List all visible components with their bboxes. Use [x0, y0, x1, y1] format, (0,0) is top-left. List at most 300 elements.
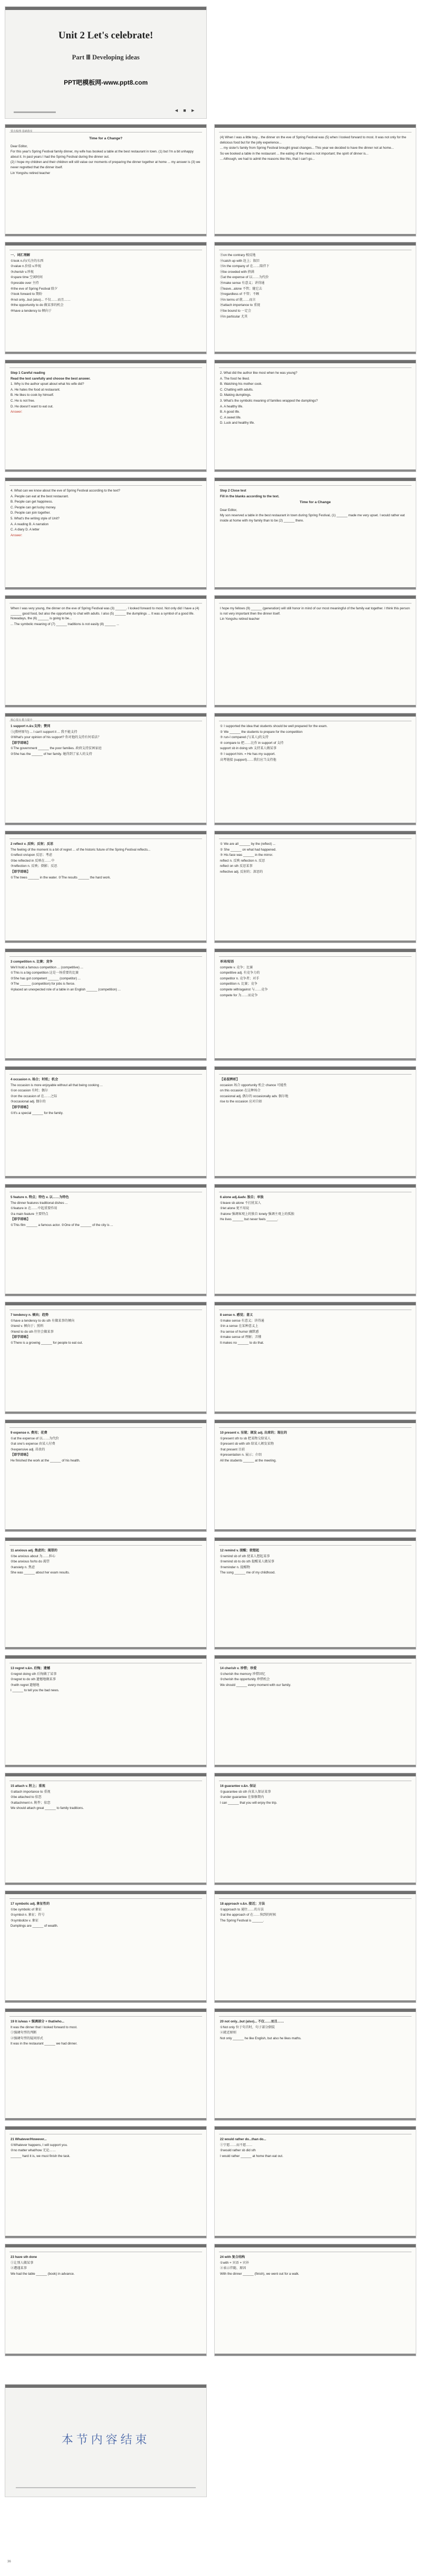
slide-content	[220, 724, 410, 821]
slide-bottom-bar	[215, 469, 416, 472]
slide-content	[11, 1666, 201, 1763]
slide-top-bar	[5, 1538, 206, 1541]
slide-text-line: C. People can get lucky money.	[11, 505, 56, 509]
slide-text-line: Not only ______ he like English, but also he likes maths.	[220, 2036, 302, 2040]
slide-top-bar	[215, 1538, 416, 1541]
slide-content	[11, 606, 201, 703]
slide-header-rule	[219, 603, 412, 604]
slide-bottom-bar	[215, 2118, 416, 2120]
slide-text-line: ⑨the opportunity to do 做某事的机会	[11, 303, 64, 308]
slide-text-line: competitive adj. 有竞争力的	[220, 971, 260, 975]
content-slide	[214, 1066, 416, 1179]
slide-top-bar	[215, 125, 416, 128]
slide-content	[220, 2255, 410, 2352]
slide-top-bar	[215, 1420, 416, 1423]
slide-text-line: ①宁愿……而不愿……	[220, 2143, 253, 2147]
slide-text-line: Read the text carefully and choose the best answer.	[11, 376, 91, 381]
slide-bottom-bar	[215, 1058, 416, 1060]
slide-top-bar	[215, 360, 416, 363]
slide-text-line: ⑲in terms of 就……而言	[220, 298, 256, 302]
slide-top-bar	[5, 1067, 206, 1070]
slide-text-line: 9 expense n. 费用；花费	[11, 1431, 47, 1435]
slide-text-line: 2. What did the author like most when he was young?	[220, 371, 297, 375]
slide-content	[220, 959, 410, 1056]
slide-text-line: ②a main feature 主要特点	[11, 1212, 48, 1216]
slide-text-line: 高考链接 (support)……我们应当支持他	[220, 758, 276, 762]
slide-top-bar	[5, 360, 206, 363]
slide-text-line: ① I supported the idea that students should be well prepared for the exam.	[220, 724, 328, 728]
slide-text-line: ② We ______ the students to prepare for the competition	[220, 730, 303, 734]
slide-text-line: ⑭be crowded with 挤满	[220, 270, 254, 274]
content-slide	[5, 831, 207, 943]
slide-text-line: ③symbolize v. 象征	[11, 1918, 39, 1923]
page-number: 36	[7, 2560, 11, 2563]
slide-text-line: I hope my fellows (9) ______ (generation) will still honor in mind of our most meaningful of the family eat together. I think this person is not very important then the dinner itself.	[220, 607, 410, 616]
slide-text-line: I would rather ______ at home than eat out.	[220, 2154, 284, 2158]
slide-bottom-bar	[215, 1765, 416, 1767]
slide-text-line: ②cherish the opportunity 珍惜机会	[220, 1678, 270, 1682]
slide-content	[11, 2255, 201, 2352]
slide-text-line: A. A healthy life.	[220, 404, 244, 408]
slide-text-line: C. A sweet life.	[220, 415, 242, 420]
slide-text-line: A. A reading B. A narration	[11, 522, 49, 526]
slide-content	[220, 1902, 410, 1998]
slide-text-line: ②at the approach of 在……快到的时候	[220, 1913, 276, 1917]
slide-text-line: ③ His face was ______ in the mirror.	[220, 853, 273, 857]
slide-text-line: Step 2 Close test	[220, 489, 246, 493]
slide-header-rule	[9, 603, 202, 604]
slide-text-line: So we booked a table in the restaurant ... the eating of the meal is not important; the spirit of dinner is...	[220, 151, 369, 156]
slide-top-bar	[5, 2244, 206, 2247]
ending-text: 本节内容结束	[61, 2433, 150, 2446]
content-slide	[5, 360, 207, 472]
slide-text-line: ③attachment n. 附件；依恋	[11, 1801, 51, 1805]
slide-text-line: B. A good life.	[220, 410, 240, 414]
slide-header-rule	[219, 956, 412, 957]
slide-text-line: ③reminder n. 提醒物	[220, 1565, 250, 1569]
slide-header-rule	[219, 485, 412, 486]
slide-content	[220, 1195, 410, 1292]
slide-text-line: 1. Why is the author upset about what his wife did?	[11, 382, 84, 386]
slide-text-line: 21 Whatever/However...	[11, 2138, 47, 2141]
slide-text-line: 24 with 复合结构	[220, 2255, 245, 2259]
slide-bottom-bar	[5, 2236, 206, 2238]
slide-content	[220, 1077, 410, 1174]
slide-bottom-bar	[215, 234, 416, 236]
slide-content	[220, 842, 410, 938]
slide-bottom-bar	[5, 823, 206, 825]
slide-top-bar	[5, 1184, 206, 1188]
slide-text-line: 一、词汇理解	[11, 253, 31, 257]
slide-top-bar	[215, 596, 416, 599]
slide-top-bar	[5, 1891, 206, 1894]
slide-text-line: ㉒in particular 尤其	[220, 314, 248, 319]
slide-content	[11, 371, 201, 467]
slide-bottom-bar	[5, 352, 206, 354]
slide-text-line: compete v. 竞争；比赛	[220, 965, 253, 969]
slide-text-line: 20 not only...but (also)... 不仅……而且……	[220, 2020, 284, 2023]
slide-bottom-bar	[5, 1412, 206, 1414]
slide-content	[11, 1077, 201, 1174]
slide-text-line: ②present sb with sth 给某人颁发某物	[220, 1442, 274, 1446]
slide-text-line: ②就近原则	[220, 2031, 236, 2035]
slide-header-rule	[9, 367, 202, 368]
slide-text-line: (2) I hope my children and their children will still value our moments of preparing the dinner together at home ... my answer is (3) we never regretted that the dinner itself.	[11, 160, 201, 169]
slide-text-line: For this year's Spring Festival family dinner, my wife has booked a table at the best restaurant in town. (1) but I'm a bit unhappy about it. In past years I had the Spring Festival during the dinner out.	[11, 150, 194, 159]
slide-text-line: ... my sister's family from Spring Festival brought great changes... This year we decided to have the dinner not at home...	[220, 146, 394, 150]
content-slide	[5, 1066, 207, 1179]
content-slide	[5, 1537, 207, 1650]
slide-bottom-bar	[215, 1647, 416, 1649]
slide-text-line: 23 have sth done	[11, 2255, 37, 2259]
slide-text-line: He finished the work at the ______ of his health.	[11, 1459, 81, 1463]
slide-text-line: on this occasion 在这种场合	[220, 1089, 261, 1093]
slide-content	[220, 2019, 410, 2116]
slide-text-line: ⑱regardless of 不管；不顾	[220, 292, 259, 297]
slide-content	[11, 1313, 201, 1409]
slide-text-line: 【即学即练】	[11, 870, 31, 874]
slide-text-line: ①This is a big competition 这是一场重要的比赛	[11, 971, 79, 975]
slide-text-line: Answer:	[11, 410, 23, 414]
slide-text-line: We'll hold a famous competition ... (competitive) ...	[11, 965, 83, 969]
slide-text-line: ⑧not only...but (also)... 不仅……而且……	[11, 298, 71, 302]
slide-header-rule	[9, 1427, 202, 1428]
slide-content	[220, 1430, 410, 1527]
slide-text-line: ①on occasion 有时；偶尔	[11, 1089, 48, 1093]
slide-text-line: 15 attach v. 附上；重视	[11, 1784, 45, 1788]
slide-text-line: 16 guarantee v.&n. 保证	[220, 1784, 256, 1788]
slide-top-bar	[5, 831, 206, 834]
slide-text-line: ⑮at the expense of 以……为代价	[220, 275, 269, 280]
slide-text-line: ①The government ______ the poor families. 政府支持贫困家庭	[11, 747, 102, 751]
content-slide	[214, 477, 416, 590]
slide-text-line: 3 competition n. 比赛；竞争	[11, 960, 53, 964]
content-slide	[5, 1302, 207, 1414]
slide-bottom-bar	[215, 823, 416, 825]
slide-text-line: Answer:	[11, 533, 23, 537]
slide-text-line: ③cherish v.珍视	[11, 270, 34, 274]
slide-text-line: ①There is a growing ______ for people to eat out.	[11, 1341, 83, 1345]
slide-top-bar	[215, 713, 416, 717]
slide-content	[11, 1548, 201, 1645]
content-slide	[5, 1419, 207, 1532]
slide-text-line: A. He hates the food at restaurant.	[11, 387, 61, 392]
content-slide	[214, 1419, 416, 1532]
slide-text-line: ③The ______ (competition) for jobs is fierce.	[11, 982, 75, 986]
slide-bottom-bar	[215, 941, 416, 943]
slide-header-rule	[219, 1545, 412, 1546]
slide-content	[220, 2137, 410, 2234]
slide-text-line: reflect on sth 反思某事	[220, 864, 253, 868]
slide-top-bar	[5, 125, 206, 128]
content-slide	[5, 1890, 207, 2003]
slide-top-bar	[215, 1302, 416, 1305]
slide-text-line: ②She has got competent ______ (competitor) ...	[11, 976, 81, 980]
slide-text-line: 12 remind v. 提醒；使想起	[220, 1549, 259, 1552]
slide-text-line: occasional adj. 偶尔的 occasionally adv. 偶尔地	[220, 1094, 288, 1098]
slide-text-line: ① We are all ______ by the (reflect) ...	[220, 842, 276, 846]
slide-text-line: ... The symbolic meaning of (7) ______ traditions is not easily (8) ______ ...	[11, 622, 119, 626]
slide-text-line: rise to the occasion 应对自如	[220, 1100, 262, 1104]
slide-text-line: 【即学即练】	[11, 741, 31, 745]
slide-text-line: It makes no ______ to do that.	[220, 1341, 264, 1345]
slide-text-line: ⑳attach importance to 重视	[220, 303, 260, 308]
slide-text-line: 【即学即练】	[11, 1453, 31, 1457]
slide-text-line: ④presentation n. 展示；介绍	[220, 1453, 262, 1457]
slide-text-line: D. Luck and healthy life.	[220, 421, 255, 425]
slide-text-line: 10 present v. 呈现；颁发 adj. 出席的；现在的	[220, 1431, 287, 1435]
slide-top-bar	[215, 2009, 416, 2012]
slide-bottom-bar	[5, 587, 206, 589]
cover-decoration	[14, 111, 56, 113]
slide-bottom-bar	[215, 587, 416, 589]
slide-text-line: ③ run-I compared (与某人)的支持	[220, 735, 269, 740]
slide-text-line: ⑫catch up with 赶上；叙旧	[220, 259, 259, 263]
slide-text-line: ①(教材原句) ... I can't support it ... 我不能支持	[11, 730, 77, 734]
slide-text-line: ①at the expense of 以……为代价	[11, 1436, 59, 1440]
slide-text-line: ①guarantee sb sth 向某人保证某事	[220, 1790, 271, 1794]
slide-text-line: ②遭遇某事	[11, 2266, 27, 2271]
slide-text-line: 22 would rather do...than do...	[220, 2138, 266, 2141]
slide-text-line: ①强调句型的判断	[11, 2031, 37, 2035]
content-slide	[214, 360, 416, 472]
slide-text-line: D. He doesn't want to eat out.	[11, 404, 54, 408]
slide-text-line: ⑪on the contrary 相反地	[220, 253, 256, 257]
slide-text-line: ①regret doing sth 后悔做了某事	[11, 1672, 57, 1676]
slide-top-bar	[5, 713, 206, 717]
slide-header-rule	[219, 1074, 412, 1075]
slide-top-bar	[215, 242, 416, 246]
slide-text-line: I ______ to tell you the bad news.	[11, 1689, 59, 1693]
slide-bottom-bar	[215, 2236, 416, 2238]
slide-text-line: ①让别人做某事	[11, 2261, 34, 2265]
content-slide	[5, 948, 207, 1061]
slide-content	[11, 959, 201, 1056]
slide-text-line: 11 anxious adj. 焦虑的；渴望的	[11, 1549, 58, 1552]
slide-text-line: 【即学即练】	[11, 1335, 31, 1340]
slide-text-line: ①feature in 在……中起重要作用	[11, 1207, 57, 1211]
slide-bottom-bar	[215, 2354, 416, 2356]
slide-text-line: The feeling of the moment is a bit of regret ... of the historic future of the Spring Festival reflects...	[11, 847, 151, 852]
slide-header-rule	[219, 2016, 412, 2017]
slide-content	[220, 1313, 410, 1409]
slide-top-bar	[5, 1773, 206, 1776]
slide-header-rule	[9, 485, 202, 486]
slide-text-line: 5 feature n. 特点；特色 v. 以……为特色	[11, 1195, 69, 1199]
slide-bottom-bar	[5, 1294, 206, 1296]
slide-text-line: We had the table ______ (book) in advance.	[11, 2272, 75, 2276]
slide-text-line: ⑥the eve of Spring Festival 除夕	[11, 287, 58, 291]
slide-bottom-bar	[215, 1883, 416, 1885]
slide-text-line: ③reflection n. 反映；倒影；反思	[11, 864, 57, 868]
slide-text-line: Step 1 Careful reading	[11, 371, 45, 375]
slide-top-bar	[5, 596, 206, 599]
slide-text-line: ②表示伴随、原因	[220, 2266, 246, 2271]
slide-content	[220, 1784, 410, 1880]
content-slide	[214, 1537, 416, 1650]
slide-top-bar	[5, 2127, 206, 2130]
slide-bottom-bar	[215, 1529, 416, 1531]
slide-bottom-bar	[215, 2000, 416, 2002]
slide-text-line: ③tend to do sth 往往会做某事	[11, 1330, 54, 1334]
slide-text-line: ①leave sb alone 不打扰某人	[220, 1201, 262, 1205]
slide-text-line: compete for 为……而竞争	[220, 993, 258, 997]
part-title: Part Ⅲ Developing ideas	[72, 54, 140, 61]
slide-content	[220, 253, 410, 350]
slide-text-line: My son reserved a table in the best restaurant in town during Spring Festival, (1) ______ made me very upset. I would rather eat inside at home with my family than to be (2) ______ there.	[220, 514, 405, 523]
slide-bottom-bar	[5, 941, 206, 943]
slide-bottom-bar	[5, 1765, 206, 1767]
slide-text-line: C. He is not free.	[11, 399, 35, 403]
content-slide	[214, 1773, 416, 1885]
slide-text-line: 5. What's the writing style of Unit?	[11, 517, 59, 521]
slide-text-line: 19 It is/was + 强调部分 + that/who...	[11, 2020, 65, 2023]
slide-top-bar	[5, 1655, 206, 1659]
slide-text-line: 【易混辨析】	[220, 1078, 240, 1081]
content-slide	[5, 242, 207, 354]
slide-text-line: ①be anxious about 为……担心	[11, 1554, 56, 1558]
slide-navigation[interactable]: ◄ ■ ►	[174, 108, 197, 113]
slide-text-line: ①look n.向/关注的东西	[11, 259, 44, 263]
slide-text-line: D. Making dumplings.	[220, 393, 252, 397]
slide-text-line: Time for a Change?	[89, 137, 123, 140]
slide-top-bar	[5, 2009, 206, 2012]
slide-bottom-bar	[5, 1529, 206, 1531]
ending-top-bar	[5, 2385, 206, 2388]
content-slide	[5, 2244, 207, 2356]
slide-text-line: reflect n. 反映 reflection n. 反思	[220, 858, 265, 863]
slide-text-line: We should attach great ______ to family traditions.	[11, 1806, 84, 1811]
slide-text-line: C. A diary D. A letter	[11, 528, 40, 532]
slide-text-line: ④spare time 空闲时间	[11, 275, 43, 280]
content-slide	[214, 2008, 416, 2121]
content-slide	[214, 2126, 416, 2238]
slide-section-tag: 核心要点·能力提升	[11, 719, 33, 722]
slide-bottom-bar	[215, 1294, 416, 1296]
slide-top-bar	[215, 1891, 416, 1894]
slide-content	[11, 135, 201, 232]
slide-text-line: ①This film ______ a famous actor. ②One of the ______ of the city is ...	[11, 1223, 113, 1228]
slide-text-line: ②no matter what/how 无论……	[11, 2149, 56, 2153]
slide-text-line: ③alone 强调客观上的独自 lonely 强调主观上的孤独	[220, 1212, 295, 1216]
slide-content	[220, 135, 410, 232]
content-slide	[214, 948, 416, 1061]
slide-text-line: ②She has the ______ of her family. 她得到了家人的支持	[11, 752, 93, 757]
slide-text-line: With the dinner ______ (finish), we went out for a walk.	[220, 2272, 299, 2276]
cover-top-bar	[5, 7, 206, 10]
slide-bottom-bar	[5, 1647, 206, 1649]
slide-text-line: ④ compare to 把……比作 in support of 支持	[220, 741, 284, 745]
slide-top-bar	[5, 1420, 206, 1423]
content-slide	[214, 1890, 416, 2003]
content-slide	[214, 2244, 416, 2356]
slide-text-line: B. He likes to cook by himself.	[11, 393, 54, 397]
slide-content	[220, 371, 410, 467]
slide-text-line: reflective adj. 反射的；深思的	[220, 870, 263, 874]
slide-text-line: 2 reflect v. 反映；反射；反思	[11, 842, 54, 846]
content-slide	[5, 1773, 207, 1885]
content-slide	[5, 713, 207, 825]
slide-content	[220, 488, 410, 585]
slide-text-line: The occasion is more enjoyable without all that being cooking ...	[11, 1083, 103, 1087]
slide-text-line: ④make sense of 理解；弄懂	[220, 1335, 262, 1340]
slide-text-line: ⑤preside over 主持	[11, 281, 39, 285]
slide-content	[11, 1902, 201, 1998]
content-slide	[214, 1655, 416, 1767]
slide-text-line: He lives ______ but never feels ______.	[220, 1218, 278, 1222]
slide-header-rule	[219, 367, 412, 368]
slide-text-line: Lin Yongshu retired teacher	[11, 171, 51, 175]
slide-text-line: compete with/against 与……竞争	[220, 988, 268, 992]
slide-bottom-bar	[5, 2354, 206, 2356]
slide-text-line: 【即学即练】	[11, 1106, 31, 1110]
slide-text-line: occasion 场合 opportunity 机会 chance 可能性	[220, 1083, 287, 1087]
slide-top-bar	[215, 1067, 416, 1070]
slide-text-line: ⑬in the company of 在……陪伴下	[220, 264, 269, 269]
slide-text-line: 6 alone adj.&adv. 独自；单独	[220, 1195, 264, 1199]
slide-text-line: ③with regret 遗憾地	[11, 1683, 39, 1687]
content-slide	[214, 713, 416, 825]
slide-text-line: 18 approach v.&n. 接近；方法	[220, 1902, 265, 1906]
slide-text-line: ①It's a special ______ for the family.	[11, 1111, 64, 1115]
slide-text-line: 4. What can we know about the eve of Spring Festival according to the text?	[11, 489, 121, 493]
slide-text-line: ②would rather sb did sth	[220, 2149, 256, 2153]
slide-text-line: ③anxiety n. 焦虑	[11, 1565, 35, 1569]
slide-text-line: ②be attached to 依恋	[11, 1795, 42, 1800]
slide-text-line: 1 support n.&v.支持；赞同	[11, 724, 51, 728]
slide-text-line: C. Chatting with adults.	[220, 387, 254, 392]
slide-text-line: I can ______ that you will enjoy the trip.	[220, 1801, 277, 1805]
slide-content	[11, 1195, 201, 1292]
slide-text-line: ② She ______ on what had happened.	[220, 847, 277, 852]
content-slide	[5, 124, 207, 237]
slide-text-line: A. People can eat at the best restaurant.	[11, 494, 69, 498]
slide-bottom-bar	[215, 705, 416, 707]
content-slide	[214, 124, 416, 237]
slide-text-line: 13 regret v.&n. 后悔；遗憾	[11, 1667, 51, 1670]
slide-text-line: Lin Yongshu retired teacher	[220, 617, 260, 621]
content-slide	[5, 1655, 207, 1767]
slide-text-line: The song ______ me of my childhood.	[220, 1571, 276, 1575]
slide-text-line: ②be reflected in 反映在……中	[11, 858, 55, 863]
slide-text-line: Dear Editor,	[11, 144, 28, 148]
slide-text-line: B. People can get happiness.	[11, 500, 53, 504]
content-slide	[214, 831, 416, 943]
slide-bottom-bar	[5, 1883, 206, 1885]
slide-text-line: ①approach to 通往……的方法	[220, 1907, 264, 1911]
slide-top-bar	[215, 949, 416, 952]
slide-text-line: Dear Editor,	[220, 508, 237, 512]
slide-text-line: ①Whatever happens, I will support you.	[11, 2143, 68, 2147]
slide-header-rule	[219, 1898, 412, 1899]
cover-slide	[5, 6, 207, 119]
slide-content	[11, 724, 201, 821]
content-slide	[214, 242, 416, 354]
slide-text-line: ②tend v. 倾向于；照料	[11, 1324, 44, 1328]
slide-header-rule	[9, 2016, 202, 2017]
slide-content	[11, 2019, 201, 2116]
slide-text-line: B. Watching his mother cook.	[220, 382, 263, 386]
slide-text-line: The Spring Festival is ______.	[220, 1918, 264, 1923]
content-slide	[5, 477, 207, 590]
slide-text-line: ①have a tendency to do sth 有做某事的倾向	[11, 1318, 75, 1323]
slide-content	[220, 1548, 410, 1645]
slide-text-line: 8 sense n. 感觉；意义	[220, 1313, 253, 1317]
slide-text-line: Dumplings are ______ of wealth.	[11, 1924, 58, 1928]
slide-text-line: ⑰leave...alone 不管；随它去	[220, 287, 263, 291]
slide-top-bar	[215, 1773, 416, 1776]
slide-text-line: 【即学即练】	[11, 1218, 31, 1222]
